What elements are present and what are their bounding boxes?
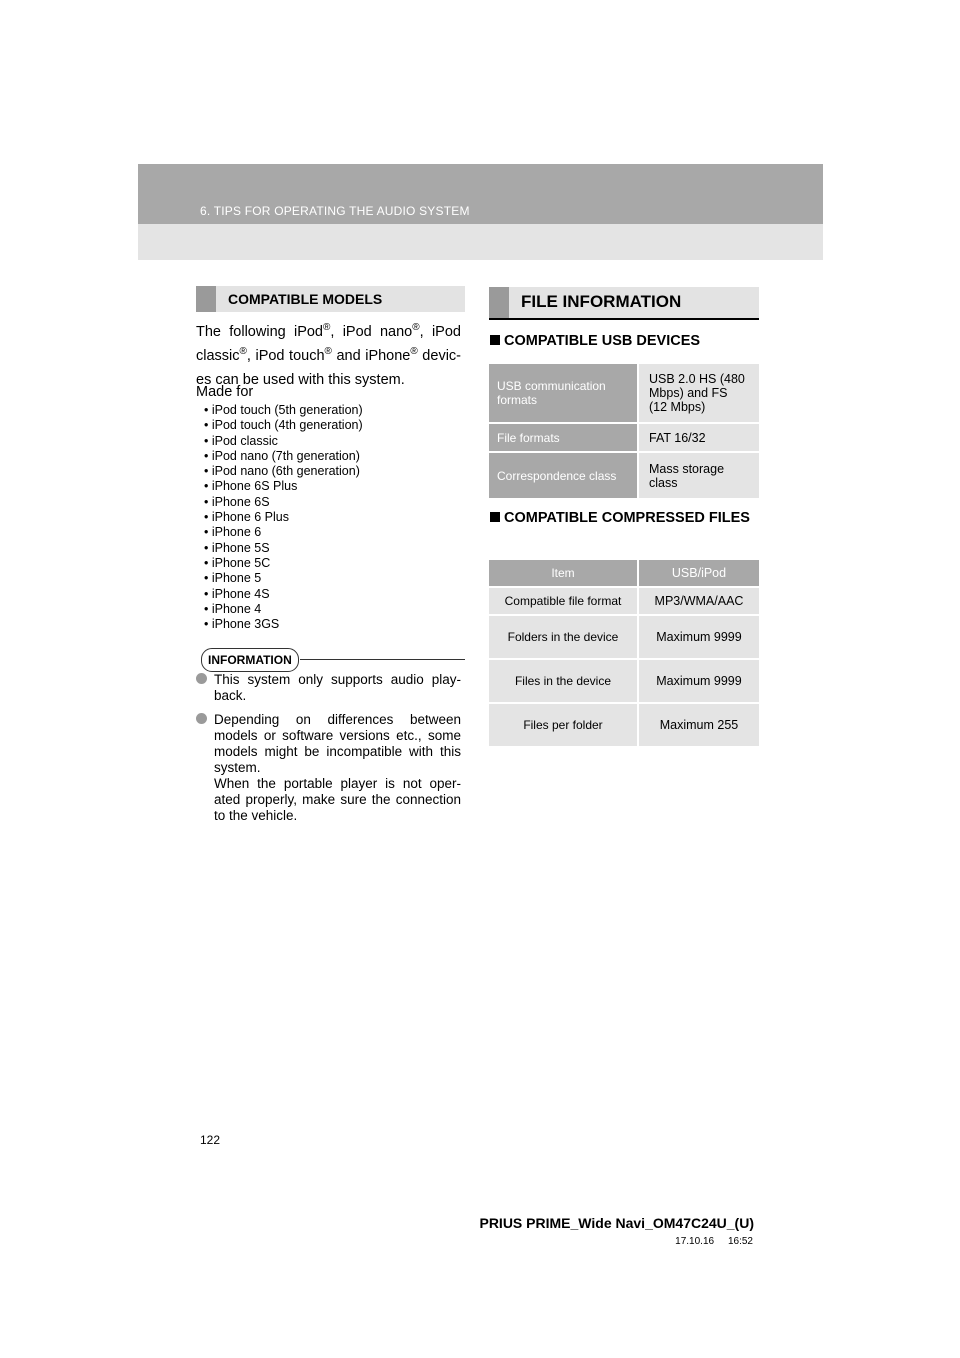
usb-devices-heading: COMPATIBLE USB DEVICES (490, 331, 758, 351)
information-item (196, 672, 461, 704)
table-cell-label: Correspondence class (489, 453, 637, 498)
table-cell-value: USB 2.0 HS (480 Mbps) and FS (12 Mbps) (637, 364, 759, 422)
made-for-label: Made for (196, 384, 254, 400)
page-number: 122 (200, 1133, 221, 1147)
table-cell-label: Compatible file format (489, 588, 637, 614)
square-bullet-icon (490, 335, 500, 345)
square-bullet-icon (490, 512, 500, 522)
list-item: • iPhone 5 (204, 571, 262, 586)
information-list (196, 672, 461, 832)
heading-marker (196, 286, 216, 312)
heading-marker (489, 287, 509, 318)
table-header-cell: Item (489, 560, 637, 586)
compatible-models-intro: The following iPod®, iPod nano®, iPod classic®, iPod touch® and iPhone® devic-es can be used with this system. (196, 322, 461, 388)
information-text: This system only supports audio play-back. (214, 672, 461, 703)
header-subband (138, 224, 823, 260)
list-item: • iPod nano (7th generation) (204, 448, 360, 463)
table-header-row (489, 560, 759, 588)
usb-devices-table (489, 364, 759, 500)
compressed-files-heading: COMPATIBLE COMPRESSED FILES (490, 508, 758, 528)
table-cell-label: Files in the device (489, 660, 637, 702)
list-item: • iPhone 6 Plus (204, 510, 289, 525)
information-item (196, 712, 461, 824)
list-item: • iPhone 6S Plus (204, 479, 298, 494)
table-row (489, 704, 759, 748)
table-cell-label: File formats (489, 424, 637, 451)
list-item: • iPhone 5C (204, 555, 271, 570)
list-item: • iPhone 3GS (204, 617, 280, 632)
table-cell-value: Maximum 9999 (637, 616, 759, 658)
table-row (489, 588, 759, 616)
list-item: • iPod touch (4th generation) (204, 418, 363, 433)
compatible-models-title: COMPATIBLE MODELS (228, 291, 383, 307)
list-item: • iPod nano (6th generation) (204, 464, 360, 479)
bullet-dot-icon (196, 713, 207, 724)
bullet-dot-icon (196, 673, 207, 684)
compatible-models-list (204, 403, 363, 632)
table-header-cell: USB/iPod (637, 560, 759, 586)
table-row (489, 453, 759, 500)
list-item: • iPhone 4S (204, 586, 270, 601)
footer-document-id: PRIUS PRIME_Wide Navi_OM47C24U_(U) (479, 1215, 754, 1231)
table-cell-label: Files per folder (489, 704, 637, 746)
compressed-files-table (489, 560, 759, 748)
list-item: • iPhone 4 (204, 601, 262, 616)
file-information-title: FILE INFORMATION (521, 292, 682, 311)
list-item: • iPhone 6S (204, 494, 270, 509)
information-text: Depending on differences between models or software versions etc., some models might be incompatible with this system. When the portable player is not oper-ated properly, make sure the connection to the vehicle. (214, 712, 461, 823)
table-cell-label: USB communication formats (489, 364, 637, 422)
list-item: • iPhone 5S (204, 540, 270, 555)
file-information-heading (489, 287, 759, 320)
chapter-title: 6. TIPS FOR OPERATING THE AUDIO SYSTEM (200, 204, 470, 218)
list-item: • iPhone 6 (204, 525, 262, 540)
table-cell-value: Maximum 9999 (637, 660, 759, 702)
table-cell-value: Mass storage class (637, 453, 759, 498)
table-row (489, 364, 759, 424)
footer-timestamp: 17.10.16 16:52 (675, 1236, 753, 1247)
table-row (489, 424, 759, 453)
table-cell-value: MP3/WMA/AAC (637, 588, 759, 614)
information-badge: INFORMATION (201, 648, 299, 672)
table-row (489, 616, 759, 660)
table-cell-label: Folders in the device (489, 616, 637, 658)
table-row (489, 660, 759, 704)
list-item: • iPod classic (204, 433, 278, 448)
table-cell-value: Maximum 255 (637, 704, 759, 746)
compatible-models-heading (196, 286, 465, 312)
list-item: • iPod touch (5th generation) (204, 403, 363, 417)
table-cell-value: FAT 16/32 (637, 424, 759, 451)
information-rule (300, 659, 465, 660)
